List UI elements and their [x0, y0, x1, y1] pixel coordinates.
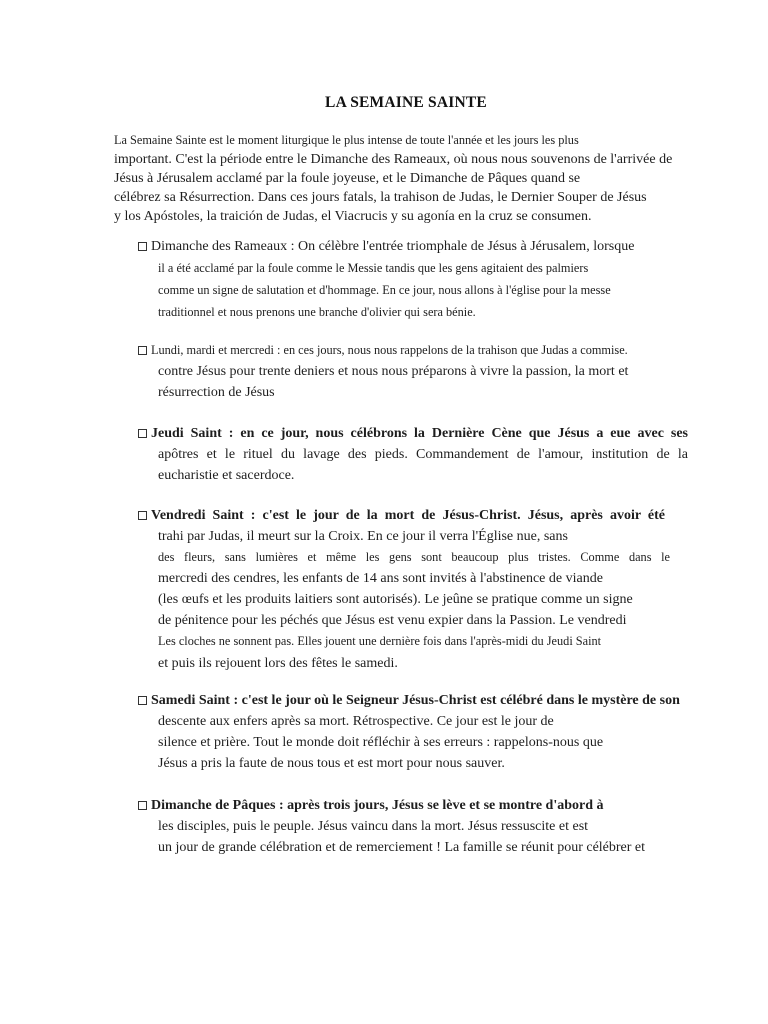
intro-line: important. C'est la période entre le Dimanche des Rameaux, où nous nous souvenons de l'arrivée de [114, 152, 673, 167]
section-line: traditionnel et nous prenons une branche d'olivier qui sera bénie. [158, 305, 476, 319]
section-paques [138, 795, 688, 858]
section-heading [138, 795, 688, 816]
section-line: (les œufs et les produits laitiers sont autorisés). Le jeûne se pratique comme un signe [158, 592, 633, 607]
section-line: eucharistie et sacerdoce. [158, 468, 295, 483]
section-line: et puis ils rejouent lors des fêtes le samedi. [158, 656, 398, 671]
section-line: un jour de grande célébration et de remerciement ! La famille se réunit pour célébrer et [158, 840, 646, 855]
section-heading [138, 340, 688, 361]
section-line: descente aux enfers après sa mort. Rétrospective. Ce jour est le jour de [158, 714, 554, 729]
section-samedi [138, 690, 688, 774]
checkbox-bullet-icon [138, 346, 147, 355]
section-heading-text: Jeudi Saint : en ce jour, nous célébrons la Dernière Cène que Jésus a eue avec ses [151, 426, 688, 441]
section-heading-text: Dimanche des Rameaux : On célèbre l'entrée triomphale de Jésus à Jérusalem, lorsque [151, 239, 635, 254]
section-line: Jésus a pris la faute de nous tous et est mort pour nous sauver. [158, 756, 505, 771]
intro-line: célébrez sa Résurrection. Dans ces jours fatals, la trahison de Judas, le Dernier Souper de Jésus [114, 190, 647, 205]
section-line: résurrection de Jésus [158, 385, 275, 400]
section-heading [138, 423, 688, 444]
section-heading [138, 690, 688, 711]
section-line: silence et prière. Tout le monde doit réfléchir à ses erreurs : rappelons-nous que [158, 735, 604, 750]
checkbox-bullet-icon [138, 242, 147, 251]
checkbox-bullet-icon [138, 801, 147, 810]
section-heading [138, 236, 688, 257]
intro-line: Jésus à Jérusalem acclamé par la foule joyeuse, et le Dimanche de Pâques quand se [114, 171, 581, 186]
section-line: trahi par Judas, il meurt sur la Croix. En ce jour il verra l'Église nue, sans [158, 529, 568, 544]
section-line: apôtres et le rituel du lavage des pieds. Commandement de l'amour, institution de la [158, 447, 688, 462]
section-line: il a été acclamé par la foule comme le Messie tandis que les gens agitaient des palmiers [158, 261, 589, 275]
section-rameaux [138, 236, 688, 323]
section-line: de pénitence pour les péchés que Jésus est venu expier dans la Passion. Le vendredi [158, 613, 627, 628]
checkbox-bullet-icon [138, 511, 147, 520]
section-line: comme un signe de salutation et d'hommage. En ce jour, nous allons à l'église pour la messe [158, 283, 611, 297]
section-vendredi [138, 505, 688, 676]
section-line: mercredi des cendres, les enfants de 14 ans sont invités à l'abstinence de viande [158, 571, 603, 586]
section-heading-text: Vendredi Saint : c'est le jour de la mort de Jésus-Christ. Jésus, après avoir été [151, 508, 665, 523]
checkbox-bullet-icon [138, 429, 147, 438]
section-line: contre Jésus pour trente deniers et nous nous préparons à vivre la passion, la mort et [158, 364, 629, 379]
intro-paragraph [114, 131, 714, 226]
section-heading-text: Samedi Saint : c'est le jour où le Seigneur Jésus-Christ est célébré dans le mystère de son [151, 693, 680, 708]
section-heading [138, 505, 665, 526]
intro-line: y los Apóstoles, la traición de Judas, el Viacrucis y su agonía en la cruz se consumen. [114, 209, 592, 224]
section-line: les disciples, puis le peuple. Jésus vaincu dans la mort. Jésus ressuscite et est [158, 819, 589, 834]
section-line: des fleurs, sans lumières et même les gens sont beaucoup plus tristes. Comme dans le [158, 550, 670, 564]
checkbox-bullet-icon [138, 696, 147, 705]
page-title: LA SEMAINE SAINTE [325, 94, 487, 111]
section-jeudi [138, 423, 688, 486]
section-lundi [138, 340, 688, 403]
section-line: Les cloches ne sonnent pas. Elles jouent une dernière fois dans l'après-midi du Jeudi Saint [158, 634, 602, 648]
intro-line: La Semaine Sainte est le moment liturgique le plus intense de toute l'année et les jours les plus [114, 133, 579, 147]
section-heading-text: Lundi, mardi et mercredi : en ces jours, nous nous rappelons de la trahison que Judas a commise. [151, 343, 628, 357]
section-heading-text: Dimanche de Pâques : après trois jours, Jésus se lève et se montre d'abord à [151, 798, 604, 813]
